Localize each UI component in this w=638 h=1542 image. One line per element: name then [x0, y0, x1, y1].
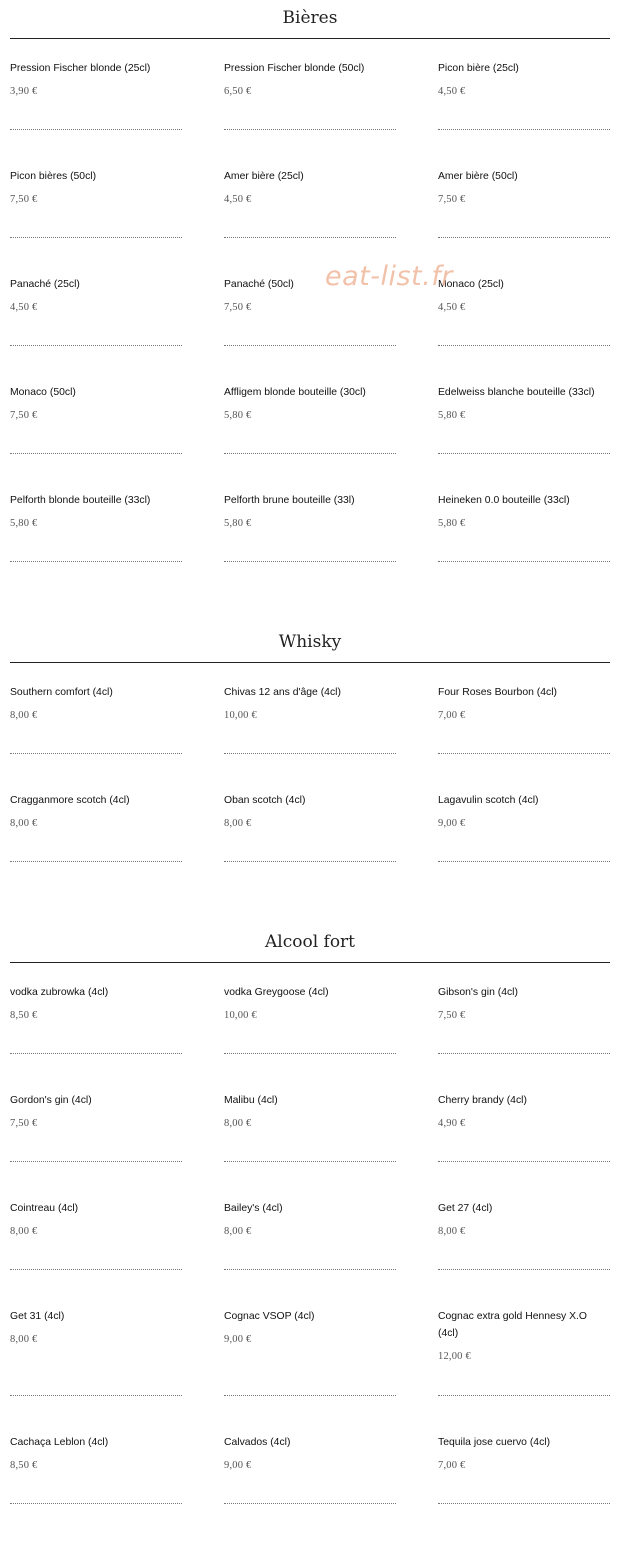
menu-item	[224, 1092, 438, 1200]
menu-item	[224, 276, 438, 384]
dotted-separator	[224, 1395, 396, 1396]
dotted-separator	[10, 561, 182, 562]
item-price: 9,00 €	[224, 1334, 252, 1345]
item-price: 8,00 €	[224, 1226, 252, 1237]
dotted-separator	[224, 1053, 396, 1054]
menu-item	[438, 168, 610, 276]
menu-item	[438, 276, 610, 384]
item-name: Amer bière (25cl)	[224, 171, 304, 182]
menu-item	[438, 1434, 610, 1542]
item-name: Monaco (50cl)	[10, 387, 76, 398]
menu-item	[10, 792, 224, 900]
section-whisky	[10, 629, 610, 900]
item-name: Monaco (25cl)	[438, 279, 504, 290]
section-alcool-fort	[10, 929, 610, 1542]
dotted-separator	[224, 1269, 396, 1270]
item-name: Cognac extra gold Hennesy X.O (4cl)	[438, 1311, 588, 1339]
item-price: 4,50 €	[438, 86, 466, 97]
menu-item	[10, 1434, 224, 1542]
menu-item	[10, 492, 224, 600]
menu-grid	[10, 60, 610, 600]
dotted-separator	[10, 1503, 182, 1504]
menu-item	[10, 1092, 224, 1200]
item-name: Southern comfort (4cl)	[10, 687, 113, 698]
dotted-separator	[438, 1161, 610, 1162]
dotted-separator	[10, 753, 182, 754]
item-name: Chivas 12 ans d'âge (4cl)	[224, 687, 341, 698]
menu-item	[438, 1092, 610, 1200]
item-price: 8,00 €	[10, 1334, 38, 1345]
dotted-separator	[438, 1053, 610, 1054]
item-price: 4,90 €	[438, 1118, 466, 1129]
dotted-separator	[224, 1503, 396, 1504]
item-name: Cherry brandy (4cl)	[438, 1095, 527, 1106]
section-title: Bières	[282, 8, 338, 28]
item-price: 5,80 €	[224, 410, 252, 421]
item-price: 9,00 €	[438, 818, 466, 829]
item-name: Picon bière (25cl)	[438, 63, 519, 74]
item-price: 5,80 €	[438, 410, 466, 421]
menu-item	[10, 60, 224, 168]
item-price: 7,50 €	[10, 1118, 38, 1129]
dotted-separator	[438, 237, 610, 238]
dotted-separator	[224, 237, 396, 238]
item-name: Affligem blonde bouteille (30cl)	[224, 387, 366, 398]
dotted-separator	[438, 1503, 610, 1504]
item-name: Tequila jose cuervo (4cl)	[438, 1437, 551, 1448]
menu-item	[438, 60, 610, 168]
item-price: 8,00 €	[10, 710, 38, 721]
menu-item	[224, 384, 438, 492]
section-title: Alcool fort	[264, 932, 356, 952]
dotted-separator	[224, 345, 396, 346]
menu-item	[438, 984, 610, 1092]
item-name: Cointreau (4cl)	[10, 1203, 79, 1214]
menu-item	[10, 168, 224, 276]
menu-item	[224, 1434, 438, 1542]
menu-item	[224, 168, 438, 276]
item-price: 7,00 €	[438, 710, 466, 721]
item-price: 5,80 €	[224, 518, 252, 529]
item-price: 4,50 €	[438, 302, 466, 313]
menu-item	[10, 384, 224, 492]
menu-item	[10, 984, 224, 1092]
dotted-separator	[224, 453, 396, 454]
menu-item	[224, 1308, 438, 1434]
section-divider	[10, 38, 610, 39]
menu-item	[10, 1308, 224, 1434]
menu-page	[10, 5, 610, 1542]
dotted-separator	[10, 861, 182, 862]
item-name: Pelforth blonde bouteille (33cl)	[10, 495, 151, 506]
item-name: vodka Greygoose (4cl)	[224, 987, 329, 998]
section-bieres	[10, 5, 610, 600]
dotted-separator	[438, 861, 610, 862]
item-name: Cachaça Leblon (4cl)	[10, 1437, 109, 1448]
item-name: vodka zubrowka (4cl)	[10, 987, 109, 998]
dotted-separator	[438, 1395, 610, 1396]
item-name: Get 31 (4cl)	[10, 1311, 65, 1322]
dotted-separator	[438, 1269, 610, 1270]
dotted-separator	[10, 1161, 182, 1162]
menu-item	[224, 60, 438, 168]
dotted-separator	[10, 345, 182, 346]
item-name: Lagavulin scotch (4cl)	[438, 795, 539, 806]
dotted-separator	[438, 561, 610, 562]
section-divider	[10, 662, 610, 663]
menu-item	[10, 684, 224, 792]
item-price: 10,00 €	[224, 1010, 257, 1021]
menu-item	[224, 984, 438, 1092]
item-name: Heineken 0.0 bouteille (33cl)	[438, 495, 570, 506]
dotted-separator	[10, 453, 182, 454]
menu-item	[438, 684, 610, 792]
item-name: Cragganmore scotch (4cl)	[10, 795, 130, 806]
item-price: 4,50 €	[10, 302, 38, 313]
dotted-separator	[438, 129, 610, 130]
menu-item	[438, 384, 610, 492]
menu-item	[224, 1200, 438, 1308]
dotted-separator	[10, 1395, 182, 1396]
item-price: 10,00 €	[224, 710, 257, 721]
menu-item	[224, 684, 438, 792]
item-price: 7,50 €	[438, 1010, 466, 1021]
item-name: Gordon's gin (4cl)	[10, 1095, 92, 1106]
item-price: 8,50 €	[10, 1010, 38, 1021]
menu-item	[10, 1200, 224, 1308]
item-price: 8,00 €	[10, 818, 38, 829]
item-name: Gibson's gin (4cl)	[438, 987, 518, 998]
dotted-separator	[224, 129, 396, 130]
item-price: 4,50 €	[224, 194, 252, 205]
item-price: 8,00 €	[224, 818, 252, 829]
item-price: 5,80 €	[10, 518, 38, 529]
dotted-separator	[224, 1161, 396, 1162]
item-name: Panaché (25cl)	[10, 279, 80, 290]
dotted-separator	[10, 237, 182, 238]
item-name: Pression Fischer blonde (25cl)	[10, 63, 151, 74]
menu-item	[438, 1308, 610, 1434]
item-name: Bailey's (4cl)	[224, 1203, 283, 1214]
menu-item	[224, 792, 438, 900]
item-price: 6,50 €	[224, 86, 252, 97]
item-name: Amer bière (50cl)	[438, 171, 518, 182]
dotted-separator	[438, 345, 610, 346]
item-price: 7,50 €	[10, 194, 38, 205]
dotted-separator	[10, 1269, 182, 1270]
item-name: Get 27 (4cl)	[438, 1203, 493, 1214]
item-name: Edelweiss blanche bouteille (33cl)	[438, 387, 595, 398]
item-price: 12,00 €	[438, 1351, 471, 1362]
item-price: 7,00 €	[438, 1460, 466, 1471]
dotted-separator	[438, 753, 610, 754]
menu-item	[438, 1200, 610, 1308]
item-price: 8,00 €	[438, 1226, 466, 1237]
item-name: Pression Fischer blonde (50cl)	[224, 63, 365, 74]
dotted-separator	[224, 861, 396, 862]
section-title: Whisky	[278, 632, 342, 652]
menu-item	[224, 492, 438, 600]
dotted-separator	[438, 453, 610, 454]
item-name: Panaché (50cl)	[224, 279, 294, 290]
menu-item	[438, 492, 610, 600]
item-name: Pelforth brune bouteille (33l)	[224, 495, 355, 506]
item-price: 7,50 €	[224, 302, 252, 313]
item-price: 8,50 €	[10, 1460, 38, 1471]
dotted-separator	[224, 753, 396, 754]
item-price: 7,50 €	[10, 410, 38, 421]
dotted-separator	[10, 129, 182, 130]
item-price: 5,80 €	[438, 518, 466, 529]
menu-grid	[10, 984, 610, 1542]
item-name: Picon bières (50cl)	[10, 171, 97, 182]
dotted-separator	[224, 561, 396, 562]
item-name: Four Roses Bourbon (4cl)	[438, 687, 557, 698]
menu-item	[10, 276, 224, 384]
item-name: Calvados (4cl)	[224, 1437, 291, 1448]
item-name: Cognac VSOP (4cl)	[224, 1311, 315, 1322]
item-price: 8,00 €	[224, 1118, 252, 1129]
section-divider	[10, 962, 610, 963]
item-name: Malibu (4cl)	[224, 1095, 278, 1106]
item-price: 7,50 €	[438, 194, 466, 205]
item-price: 8,00 €	[10, 1226, 38, 1237]
watermark-text: eat-list.fr	[325, 261, 453, 292]
item-price: 9,00 €	[224, 1460, 252, 1471]
menu-item	[438, 792, 610, 900]
menu-grid	[10, 684, 610, 900]
dotted-separator	[10, 1053, 182, 1054]
item-name: Oban scotch (4cl)	[224, 795, 306, 806]
item-price: 3,90 €	[10, 86, 38, 97]
